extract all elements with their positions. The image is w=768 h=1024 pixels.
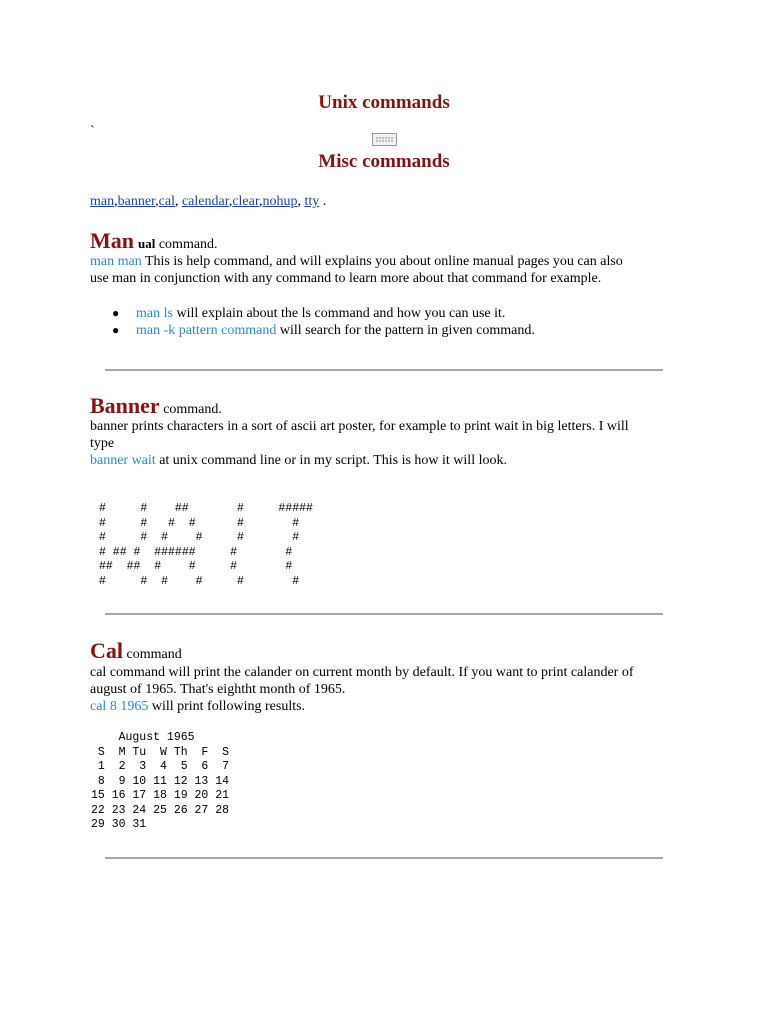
banner-wait-command: banner wait — [90, 453, 156, 468]
link-calendar[interactable]: calendar — [181, 194, 229, 209]
link-separator: , — [174, 194, 182, 209]
banner-heading-line — [90, 393, 222, 419]
section-divider — [105, 857, 663, 859]
section-divider — [105, 613, 663, 615]
link-nohup[interactable]: nohup — [262, 194, 298, 209]
banner-heading: Banner — [90, 393, 160, 418]
man-man-command: man man — [90, 254, 142, 269]
man-item-text: will explain about the ls command and how you can use it. — [172, 306, 506, 321]
link-man[interactable]: man — [90, 194, 115, 209]
cal-desc-line3: will print following results. — [148, 699, 306, 714]
banner-desc-line2: type — [90, 436, 115, 451]
section-divider — [105, 369, 663, 371]
cal-heading-line — [90, 638, 182, 664]
bullet-dot: ● — [112, 306, 120, 320]
man-heading-suffix: command. — [155, 237, 218, 252]
man-list-item — [136, 322, 535, 339]
link-tty[interactable]: tty — [304, 194, 320, 209]
stray-backtick: ` — [90, 124, 95, 139]
link-banner[interactable]: banner — [117, 194, 156, 209]
cal-desc-line2: august of 1965. That's eightht month of 1965. — [90, 682, 346, 697]
link-separator: , — [228, 194, 233, 209]
link-separator: , — [114, 194, 118, 209]
banner-description — [90, 418, 690, 469]
cal-heading: Cal — [90, 638, 123, 663]
banner-ascii-art: # # ## # ##### # # # # # # # # # # # # # ## # ###### # # ## ## # # # # # # # # # # — [99, 502, 313, 588]
man-description — [90, 253, 690, 287]
cal-desc-line1: cal command will print the calander on current month by default. If you want to print calander of — [90, 665, 634, 680]
cal-command: cal 8 1965 — [90, 699, 149, 714]
man-list-item — [136, 305, 505, 322]
broken-image-icon — [372, 133, 397, 146]
man-heading: Man — [90, 228, 134, 253]
link-separator: , — [297, 194, 305, 209]
page-subtitle: Misc commands — [318, 151, 450, 172]
cal-description — [90, 664, 690, 715]
link-end: . — [319, 194, 327, 209]
bullet-dot: ● — [112, 323, 120, 337]
link-separator: , — [258, 194, 263, 209]
man-desc-line2: use man in conjunction with any command to learn more about that command for example. — [90, 271, 602, 286]
man-k-command: man -k pattern command — [136, 323, 277, 338]
cal-output: August 1965 S M Tu W Th F S 1 2 3 4 5 6 7 8 9 10 11 12 13 14 15 16 17 18 19 20 21 22 23 24 25 26 27 28 29 30 31 — [91, 731, 230, 831]
banner-desc-line1: banner prints characters in a sort of ascii art poster, for example to print wait in big letters. I will — [90, 419, 629, 434]
link-clear[interactable]: clear — [232, 194, 259, 209]
link-separator: , — [155, 194, 159, 209]
man-ls-command: man ls — [136, 306, 173, 321]
page-title: Unix commands — [318, 92, 450, 113]
man-heading-line — [90, 228, 218, 254]
man-desc-line1: This is help command, and will explains you about online manual pages you can also — [141, 254, 623, 269]
banner-desc-line3: at unix command line or in my script. This is how it will look. — [155, 453, 507, 468]
command-links — [90, 193, 326, 210]
man-heading-ual: ual — [138, 236, 156, 251]
link-cal[interactable]: cal — [158, 194, 175, 209]
banner-heading-suffix: command. — [159, 402, 222, 417]
man-item-text: will search for the pattern in given command. — [276, 323, 535, 338]
cal-heading-suffix: command — [123, 647, 182, 662]
